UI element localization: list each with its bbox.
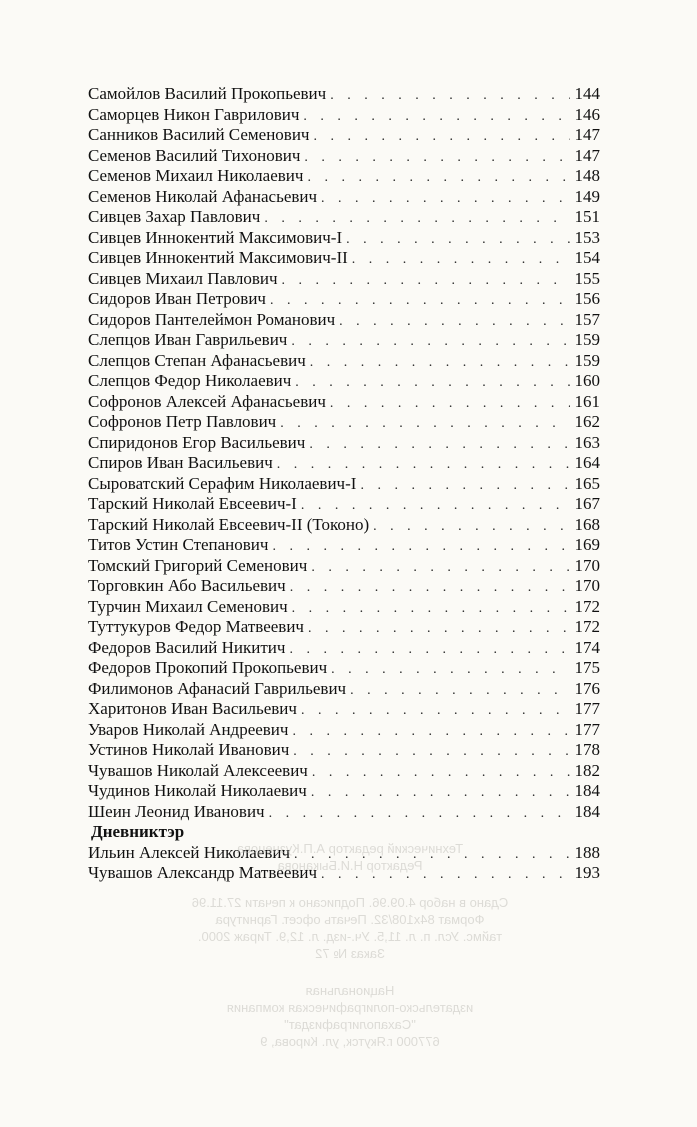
entry-name: Семенов Николай Афанасьевич [88, 186, 318, 206]
dot-leader [330, 86, 570, 107]
toc-entry [88, 228, 600, 249]
imprint-line: Сдано в набор 4.09.96. Подписано к печати 27.11.96 [191, 895, 509, 910]
dot-leader [295, 373, 570, 394]
entry-name: Слепцов Иван Гаврильевич [88, 330, 288, 349]
entry-name: Сивцев Михаил Павлович [88, 268, 278, 288]
toc-entry [88, 515, 600, 536]
entry-page-number: 170 [574, 576, 600, 595]
entry-name: Чувашов Николай Алексеевич [88, 760, 308, 780]
entry-page-number: 154 [574, 248, 600, 267]
dot-leader [309, 435, 570, 456]
dot-leader [264, 209, 570, 230]
entry-name: Уваров Николай Андреевич [88, 719, 289, 739]
toc-entry [88, 556, 600, 577]
toc-entry [88, 761, 600, 782]
entry-name: Торговкин Або Васильевич [88, 576, 286, 595]
toc-entry [88, 187, 600, 208]
entry-name: Сыроватский Серафим Николаевич-I [88, 473, 357, 493]
imprint-line: таймс. Усл. п. л. 11,5. Уч.-изд. л. 12,9. Тираж 2000. [197, 929, 503, 944]
entry-page-number: 151 [574, 207, 600, 226]
dot-leader [303, 107, 570, 128]
entry-name: Сивцев Иннокентий Максимович-II [88, 248, 348, 267]
entry-page-number: 144 [574, 84, 600, 103]
dot-leader [373, 517, 570, 538]
toc-entry [88, 146, 600, 167]
dot-leader [291, 332, 570, 353]
entry-name: Филимонов Афанасий Гаврильевич [88, 678, 347, 698]
entry-name: Семенов Василий Тихонович [88, 145, 301, 165]
bleed-through-imprint [130, 840, 570, 1050]
entry-name: Сивцев Захар Павлович [88, 207, 261, 226]
toc-entry [88, 125, 600, 146]
dot-leader [313, 127, 570, 148]
dot-leader [292, 722, 570, 743]
entry-page-number: 176 [574, 678, 600, 698]
toc-entry [88, 330, 600, 351]
entry-name: Харитонов Иван Васильевич [88, 699, 297, 718]
entry-page-number: 153 [574, 227, 600, 247]
dot-leader [346, 230, 570, 251]
entry-page-number: 184 [574, 801, 600, 821]
entry-name: Туттукуров Федор Матвеевич [88, 617, 304, 636]
entry-page-number: 157 [574, 309, 600, 329]
entry-page-number: 182 [574, 760, 600, 780]
toc-entry [88, 433, 600, 454]
toc-entry [88, 781, 600, 802]
dot-leader [304, 148, 570, 169]
toc-entry [88, 269, 600, 290]
section-heading: Дневниктэр [91, 822, 185, 841]
entry-name: Софронов Петр Павлович [88, 412, 277, 431]
toc-entry [88, 371, 600, 392]
toc-entry [88, 289, 600, 310]
dot-leader [331, 660, 570, 681]
dot-leader [282, 271, 570, 292]
entry-name: Спиров Иван Васильевич [88, 453, 273, 472]
entry-page-number: 148 [574, 166, 600, 185]
entry-page-number: 188 [574, 842, 600, 862]
entry-page-number: 156 [574, 289, 600, 308]
dot-leader [293, 742, 570, 763]
imprint-line: Редактор Н.И.Быканова [277, 858, 423, 873]
imprint-line: Технический редактор А.П.Кузнецова [236, 841, 464, 856]
dot-leader [290, 578, 570, 599]
toc-entry [88, 310, 600, 331]
toc-entry [88, 658, 600, 679]
dot-leader [301, 701, 570, 722]
imprint-line: 677000 г.Якутск, ул. Кирова, 9 [260, 1034, 440, 1049]
entry-name: Сивцев Иннокентий Максимович-I [88, 227, 343, 247]
entry-name: Томский Григорий Семенович [88, 555, 308, 575]
entry-name: Семенов Михаил Николаевич [88, 166, 304, 185]
entry-page-number: 178 [574, 740, 600, 759]
dot-leader [301, 496, 570, 517]
entry-page-number: 175 [574, 658, 600, 677]
entry-page-number: 172 [574, 596, 600, 616]
toc-entry [88, 699, 600, 720]
entry-page-number: 184 [574, 781, 600, 800]
entry-name: Тарский Николай Евсеевич-II (Токоно) [88, 514, 370, 534]
entry-page-number: 193 [574, 863, 600, 882]
dot-leader [350, 681, 570, 702]
entry-name: Саморцев Никон Гаврилович [88, 104, 300, 124]
entry-name: Федоров Василий Никитич [88, 637, 286, 657]
entry-page-number: 164 [574, 453, 600, 472]
entry-name: Шеин Леонид Иванович [88, 801, 265, 821]
toc-entry [88, 207, 600, 228]
dot-leader [360, 476, 570, 497]
entry-page-number: 147 [574, 145, 600, 165]
entry-page-number: 172 [574, 617, 600, 636]
entry-name: Чудинов Николай Николаевич [88, 781, 307, 800]
dot-leader [277, 455, 570, 476]
entry-page-number: 177 [574, 699, 600, 718]
toc-main-list [88, 84, 600, 822]
entry-page-number: 159 [574, 350, 600, 370]
entry-page-number: 161 [574, 391, 600, 411]
entry-name: Сидоров Иван Петрович [88, 289, 266, 308]
entry-name: Ильин Алексей Николаевич [88, 842, 291, 862]
toc-entry [88, 412, 600, 433]
entry-name: Турчин Михаил Семенович [88, 596, 288, 616]
entry-page-number: 159 [574, 330, 600, 349]
entry-page-number: 177 [574, 719, 600, 739]
dot-leader [321, 189, 570, 210]
entry-page-number: 170 [574, 555, 600, 575]
entry-name: Федоров Прокопий Прокопьевич [88, 658, 328, 677]
entry-page-number: 149 [574, 186, 600, 206]
entry-page-number: 174 [574, 637, 600, 657]
imprint-line: "Сахаполиграфиздат" [284, 1017, 416, 1032]
imprint-line: Национальная [305, 983, 395, 998]
toc-entry [88, 576, 600, 597]
dot-leader [270, 291, 570, 312]
imprint-line: Заказ № 72 [315, 946, 385, 961]
entry-page-number: 168 [574, 514, 600, 534]
entry-page-number: 147 [574, 125, 600, 144]
entry-page-number: 169 [574, 535, 600, 554]
toc-entry [88, 105, 600, 126]
entry-page-number: 163 [574, 432, 600, 452]
toc-entry [88, 597, 600, 618]
dot-leader [330, 394, 570, 415]
dot-leader [308, 619, 570, 640]
toc-entry [88, 802, 600, 823]
entry-page-number: 167 [574, 494, 600, 513]
toc-entry [88, 392, 600, 413]
dot-leader [307, 168, 570, 189]
toc-entry [88, 248, 600, 269]
toc-entry [88, 740, 600, 761]
toc-entry [88, 494, 600, 515]
entry-name: Самойлов Василий Прокопьевич [88, 84, 327, 103]
entry-name: Спиридонов Егор Васильевич [88, 432, 306, 452]
dot-leader [269, 804, 570, 825]
toc-entry [88, 166, 600, 187]
toc-entry [88, 474, 600, 495]
imprint-line: Формат 84х108/32. Печать офсет. Гарнитура [215, 912, 485, 927]
entry-name: Софронов Алексей Афанасьевич [88, 391, 326, 411]
toc-entry [88, 535, 600, 556]
entry-name: Сидоров Пантелеймон Романович [88, 309, 336, 329]
dot-leader [292, 599, 570, 620]
dot-leader [310, 353, 570, 374]
entry-name: Чувашов Александр Матвеевич [88, 863, 318, 882]
toc-entry [88, 679, 600, 700]
toc-entry [88, 453, 600, 474]
toc-entry [88, 617, 600, 638]
dot-leader [339, 312, 570, 333]
toc-entry [88, 638, 600, 659]
entry-page-number: 146 [574, 104, 600, 124]
toc-entry [88, 720, 600, 741]
toc-entry [88, 84, 600, 105]
entry-page-number: 160 [574, 371, 600, 390]
entry-name: Тарский Николай Евсеевич-I [88, 494, 297, 513]
entry-name: Титов Устин Степанович [88, 535, 269, 554]
entry-page-number: 165 [574, 473, 600, 493]
dot-leader [311, 558, 570, 579]
dot-leader [311, 783, 570, 804]
entry-page-number: 162 [574, 412, 600, 431]
table-of-contents [88, 84, 600, 884]
dot-leader [272, 537, 570, 558]
entry-name: Слепцов Степан Афанасьевич [88, 350, 306, 370]
entry-name: Слепцов Федор Николаевич [88, 371, 292, 390]
dot-leader [289, 640, 570, 661]
dot-leader [352, 250, 570, 271]
dot-leader [312, 763, 570, 784]
entry-name: Санников Василий Семенович [88, 125, 310, 144]
imprint-line: издательско-полиграфическая компания [226, 1000, 474, 1015]
dot-leader [280, 414, 570, 435]
entry-name: Устинов Николай Иванович [88, 740, 290, 759]
entry-page-number: 155 [574, 268, 600, 288]
toc-entry [88, 351, 600, 372]
